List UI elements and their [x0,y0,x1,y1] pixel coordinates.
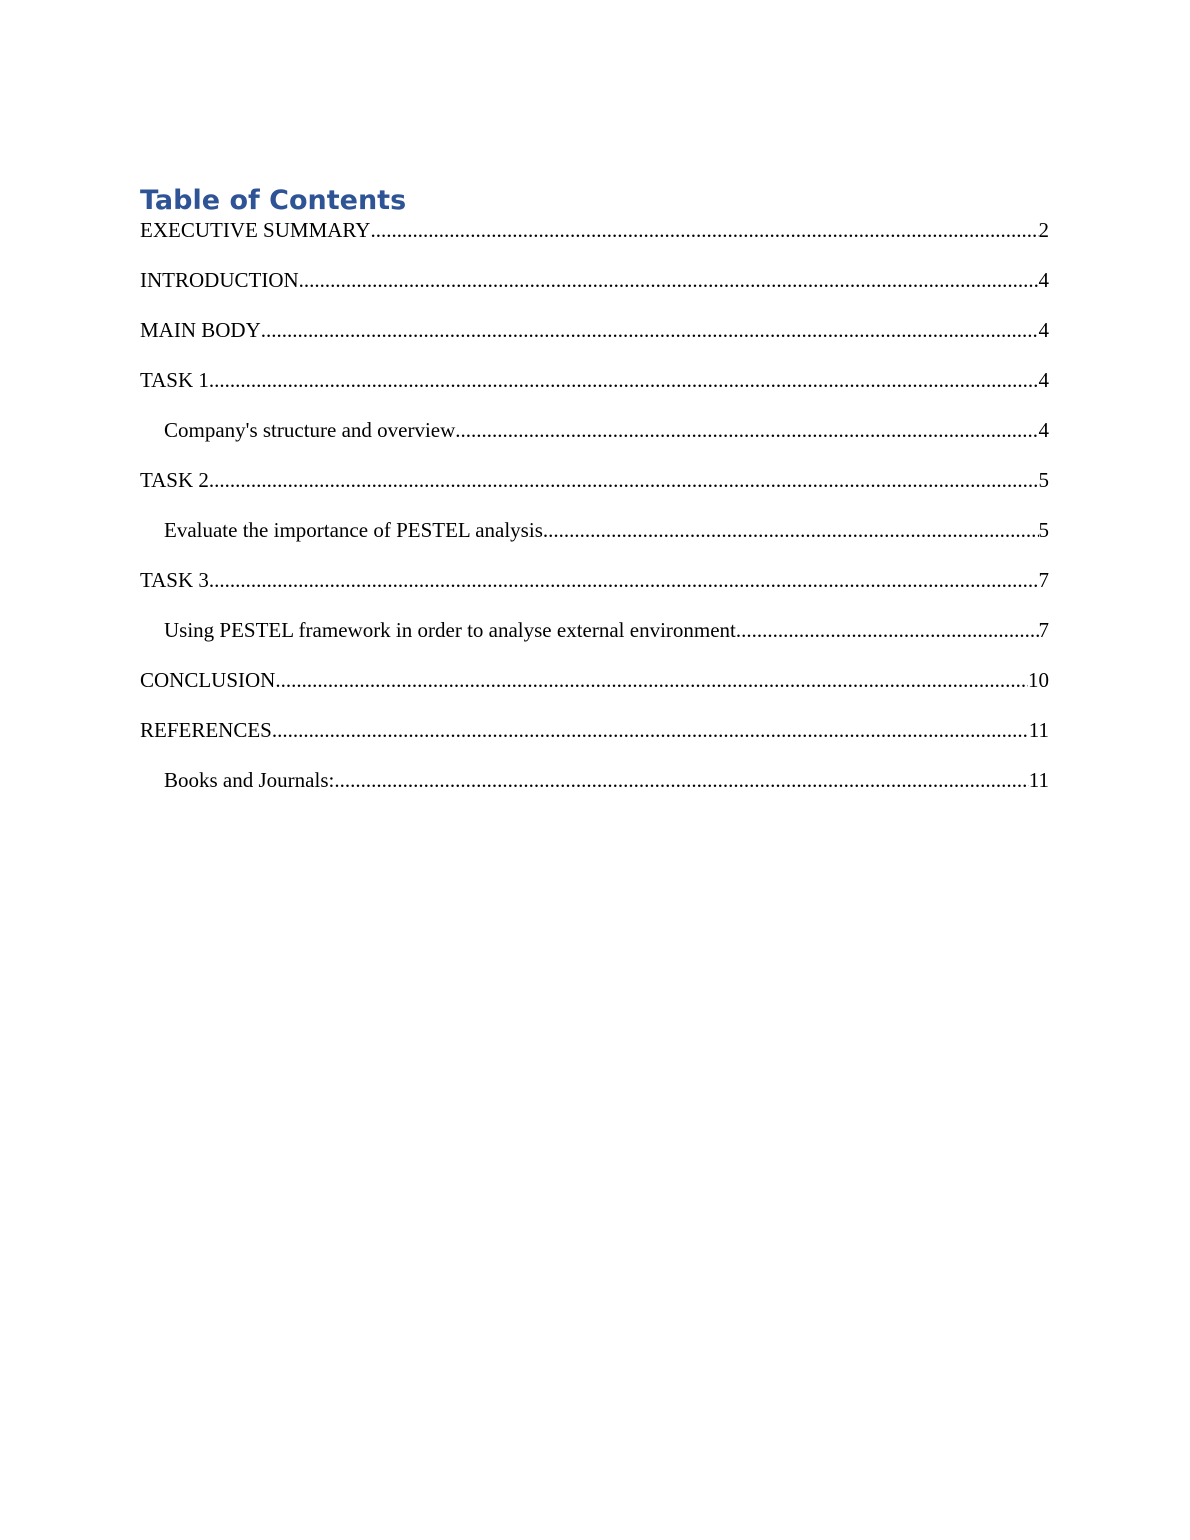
toc-entry-label: MAIN BODY [140,318,261,342]
toc-entry[interactable] [140,768,1049,818]
toc-entry-page: 4 [1038,318,1049,342]
toc-entry[interactable] [140,668,1049,718]
dot-leader [455,418,1038,442]
toc-entry-label: TASK 3 [140,568,209,592]
toc-entry-label: Company's structure and overview [164,418,456,442]
toc-entry[interactable] [140,618,1049,668]
dot-leader [272,718,1029,742]
toc-entry-page: 10 [1028,668,1049,692]
toc-entry-label: INTRODUCTION [140,268,299,292]
toc-entry-page: 7 [1038,618,1049,642]
dot-leader [334,768,1028,792]
toc-entry-label: Evaluate the importance of PESTEL analysis [164,518,543,542]
toc-entry-page: 2 [1038,218,1049,242]
toc-entry-label: Books and Journals: [164,768,335,792]
toc-entry-page: 4 [1038,418,1049,442]
toc-entry-label: TASK 2 [140,468,209,492]
toc-entry-page: 4 [1038,268,1049,292]
dot-leader [209,468,1039,492]
toc-entry-page: 5 [1038,518,1049,542]
dot-leader [736,618,1039,642]
toc-entry-page: 4 [1038,368,1049,392]
dot-leader [543,518,1039,542]
toc-entry-page: 5 [1038,468,1049,492]
toc-entry-page: 11 [1028,718,1049,742]
toc-entry-label: EXECUTIVE SUMMARY [140,218,371,242]
toc-entry-label: REFERENCES [140,718,272,742]
toc-entry[interactable] [140,718,1049,768]
dot-leader [275,668,1028,692]
dot-leader [209,368,1039,392]
toc-entry[interactable] [140,218,1049,268]
dot-leader [261,318,1039,342]
toc-entry-page: 11 [1028,768,1049,792]
toc-entry[interactable] [140,368,1049,418]
toc-entry[interactable] [140,518,1049,568]
toc-entry-page: 7 [1038,568,1049,592]
toc-entry[interactable] [140,268,1049,318]
table-of-contents [140,184,1049,818]
toc-entry-label: CONCLUSION [140,668,276,692]
dot-leader [299,268,1039,292]
toc-entry-label: Using PESTEL framework in order to analyse external environment [164,618,736,642]
dot-leader [209,568,1039,592]
toc-entry[interactable] [140,468,1049,518]
dot-leader [370,218,1038,242]
toc-entry[interactable] [140,418,1049,468]
toc-title: Table of Contents [140,185,407,216]
toc-entry[interactable] [140,568,1049,618]
toc-entries [140,218,1049,818]
toc-entry-label: TASK 1 [140,368,209,392]
toc-entry[interactable] [140,318,1049,368]
